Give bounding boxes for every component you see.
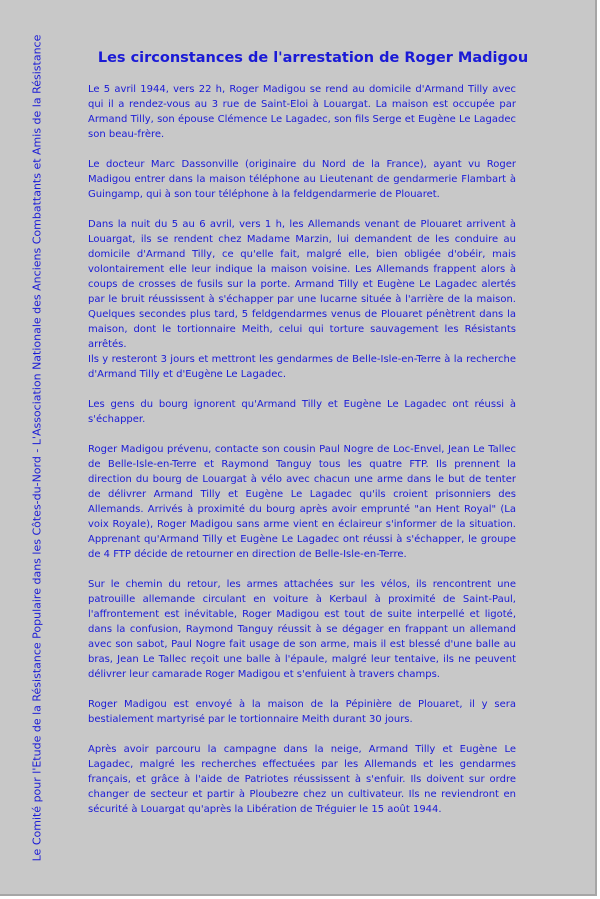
paragraph: Ils y resteront 3 jours et mettront les gendarmes de Belle-Isle-en-Terre à la recherche d'Armand Tilly et d'Eugène Le Lagadec. <box>88 354 516 380</box>
paragraph: Dans la nuit du 5 au 6 avril, vers 1 h, les Allemands venant de Plouaret arrivent à Louargat, ils se rendent chez Madame Marzin, lui demandent de les conduire au domicile d'Armand Tilly, ce qu'elle fait, malgré elle, bien obligée d'obéir, mais volontairement elle leur indique la maison voisine. Les Allemands frappent alors à coups de crosses de fusils sur la porte. Armand Tilly et Eugène Le Lagadec alertés par le bruit réussissent à s'échapper par une lucarne située à l'arrière de la maison. Quelques secondes plus tard, 5 feldgendarmes venus de Plouaret pénètrent dans la maison, dont le tortionnaire Meith, celui qui torture sauvagement les Résistants arrêtés. <box>88 219 516 350</box>
paragraph: Le docteur Marc Dassonville (originaire du Nord de la France), ayant vu Roger Madigou entrer dans la maison téléphone au Lieutenant de gendarmerie Flambart à Guingamp, qui à son tour téléphone à la feldgendarmerie de Plouaret. <box>88 159 516 200</box>
page-title: Les circonstances de l'arrestation de Roger Madigou <box>97 50 529 66</box>
paragraph: Après avoir parcouru la campagne dans la neige, Armand Tilly et Eugène Le Lagadec, malgré les recherches effectuées par les Allemands et les gendarmes français, et grâce à l'aide de Patriotes réussissent à s'enfuir. Ils doivent sur ordre changer de secteur et partir à Ploubezre chez un cultivateur. Ils ne reviendront en sécurité à Louargat qu'après la Libération de Tréguier le 15 août 1944. <box>88 744 516 815</box>
paragraph: Sur le chemin du retour, les armes attachées sur les vélos, ils rencontrent une patrouille allemande circulant en voiture à Kerbaul à proximité de Saint-Paul, l'affrontement est inévitable, Roger Madigou est tout de suite interpellé et ligoté, dans la confusion, Raymond Tanguy réussit à se dégager en frappant un allemand avec son sabot, Paul Nogre fait usage de son arme, mais il est blessé d'une balle au bras, Jean Le Tallec reçoit une balle à l'épaule, malgré leur tentaive, ils ne peuvent délivrer leur camarade Roger Madigou et s'enfuient à travers champs. <box>88 579 516 680</box>
article-body <box>88 82 516 817</box>
paragraph: Roger Madigou prévenu, contacte son cousin Paul Nogre de Loc-Envel, Jean Le Tallec de Belle-Isle-en-Terre et Raymond Tanguy tous les quatre FTP. Ils prennent la direction du bourg de Louargat à vélo avec chacun une arme dans le but de tenter de délivrer Armand Tilly et Eugène Le Lagadec qu'ils croient prisonniers des Allemands. Arrivés à proximité du bourg après avoir emprunté "an Hent Royal" (La voix Royale), Roger Madigou sans arme vient en éclaireur s'informer de la situation. Apprenant qu'Armand Tilly et Eugène Le Lagadec ont réussi à s'échapper, le groupe de 4 FTP décide de retourner en direction de Belle-Isle-en-Terre. <box>88 444 516 560</box>
paragraph: Les gens du bourg ignorent qu'Armand Tilly et Eugène Le Lagadec ont réussi à s'échapper. <box>88 399 516 425</box>
sidebar-text: Le Comité pour l'Etude de la Résistance Populaire dans les Côtes-du-Nord - L'Association Nationale des Anciens Combattants et Amis de la Résistance <box>30 34 44 862</box>
paragraph: Le 5 avril 1944, vers 22 h, Roger Madigou se rend au domicile d'Armand Tilly avec qui il a rendez-vous au 3 rue de Saint-Eloi à Louargat. La maison est occupée par Armand Tilly, son épouse Clémence Le Lagadec, son fils Serge et Eugène Le Lagadec son beau-frère. <box>88 84 516 140</box>
paragraph: Roger Madigou est envoyé à la maison de la Pépinière de Plouaret, il y sera bestialement martyrisé par le tortionnaire Meith durant 30 jours. <box>88 699 516 725</box>
sidebar <box>22 0 52 896</box>
